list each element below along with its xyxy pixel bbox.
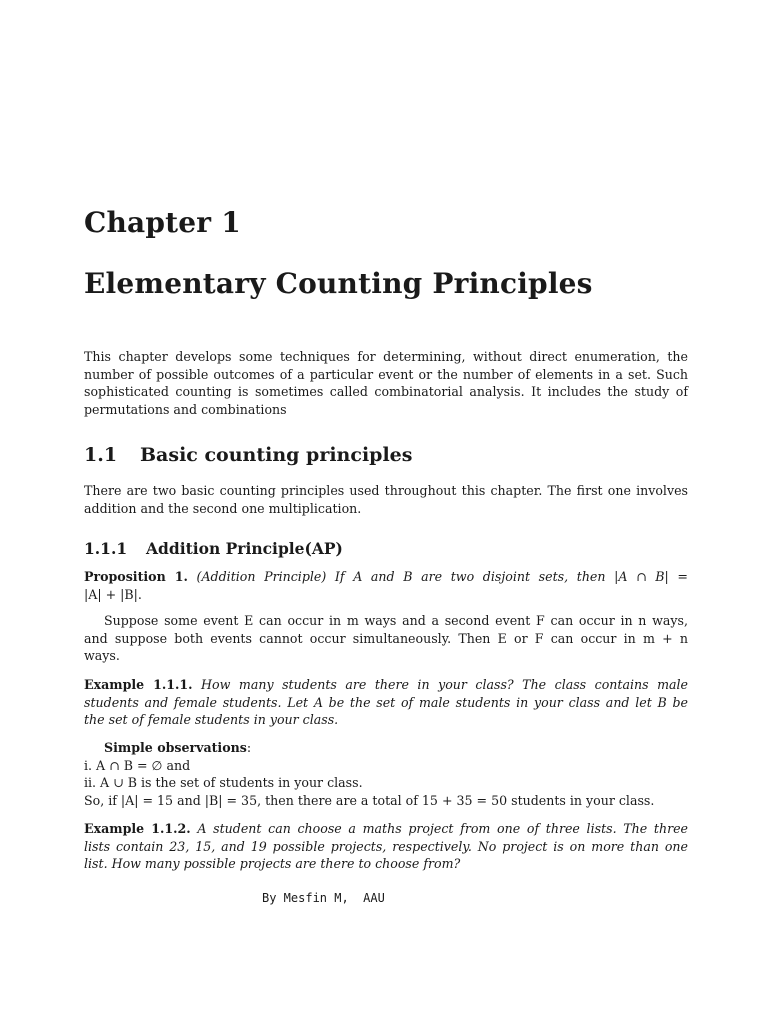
suppose-line: and suppose both events cannot occur simultaneously. Then E or F can occur in m + n <box>84 630 688 646</box>
subsection-title: Addition Principle(AP) <box>146 539 343 558</box>
intro-line: permutations and combinations <box>84 401 287 417</box>
example-line: lists contain 23, 15, and 19 possible projects, respectively. No project is on more than one <box>84 838 688 854</box>
observations-heading-line <box>84 739 688 757</box>
chapter-label: Chapter 1 <box>84 206 241 239</box>
section-paragraph <box>84 482 688 517</box>
proposition-line <box>84 568 688 586</box>
proposition-line: |A| + |B|. <box>84 586 142 602</box>
proposition-label: Proposition 1. <box>84 569 188 584</box>
example-line <box>84 820 688 838</box>
example-1 <box>84 676 688 729</box>
example-line: the set of female students in your class. <box>84 712 339 728</box>
intro-line: number of possible outcomes of a particular event or the number of elements in a set. Such <box>84 366 688 382</box>
suppose-line: Suppose some event E can occur in m ways and a second event F can occur in n ways, <box>104 613 688 628</box>
suppose-paragraph <box>84 612 688 665</box>
suppose-line: ways. <box>84 648 120 664</box>
example-text: A student can choose a maths project from one of three lists. The three <box>197 821 689 836</box>
section-heading <box>84 444 412 466</box>
observations-heading: Simple observations <box>104 740 247 755</box>
example-2 <box>84 820 688 873</box>
intro-line: sophisticated counting is sometimes called combinatorial analysis. It includes the study of <box>84 384 688 400</box>
section-title: Basic counting principles <box>140 444 413 466</box>
observations <box>84 739 688 809</box>
proposition-statement: (Addition Principle) If A and B are two disjoint sets, then |A ∩ B| = <box>196 569 688 584</box>
observation-item: ii. A ∪ B is the set of students in your class. <box>84 775 363 791</box>
example-label: Example 1.1.1. <box>84 677 193 692</box>
subsection-number: 1.1.1 <box>84 539 128 558</box>
example-label: Example 1.1.2. <box>84 821 191 836</box>
intro-paragraph <box>84 348 688 418</box>
example-line: students and female students. Let A be the set of male students in your class and let B be <box>84 694 688 710</box>
observation-item: i. A ∩ B = ∅ and <box>84 757 191 773</box>
example-text: How many students are there in your class? The class contains male <box>201 677 688 692</box>
intro-line: This chapter develops some techniques for determining, without direct enumeration, the <box>84 349 688 364</box>
subsection-heading <box>84 539 343 558</box>
observations-colon: : <box>246 740 252 755</box>
section-line: addition and the second one multiplication. <box>84 500 362 516</box>
observation-item: So, if |A| = 15 and |B| = 35, then there are a total of 15 + 35 = 50 students in your class. <box>84 792 655 808</box>
chapter-title: Elementary Counting Principles <box>84 267 593 300</box>
section-line: There are two basic counting principles used throughout this chapter. The first one involves <box>84 483 688 498</box>
proposition <box>84 568 688 603</box>
example-line <box>84 676 688 694</box>
section-number: 1.1 <box>84 444 118 466</box>
page-footer: By Mesfin M, AAU <box>262 891 385 905</box>
example-line: list. How many possible projects are there to choose from? <box>84 856 461 872</box>
